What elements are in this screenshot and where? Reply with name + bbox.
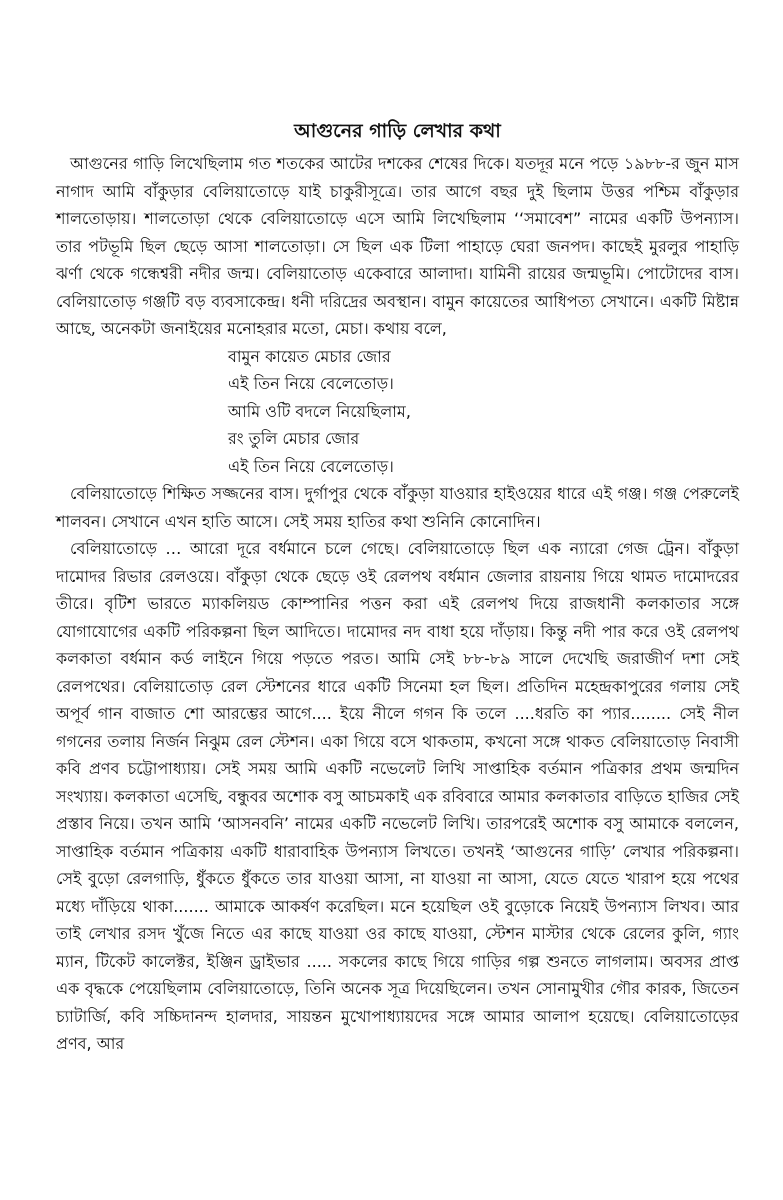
verse-line-4: রং তুলি মেচার জোর [228, 429, 360, 448]
page-title: আগুনের গাড়ি লেখার কথা [294, 120, 501, 142]
verse-block [56, 343, 739, 481]
paragraph-1: আগুনের গাড়ি লিখেছিলাম গত শতকের আটের দশকের শেষের দিকে। যতদূর মনে পড়ে ১৯৮৮-র জুন মাস নাগাদ আমি বাঁকুড়ার বেলিয়াতোড়ে যাই চাকুরীসূত্রে। তার আগে বছর দুই ছিলাম উত্তর পশ্চিম বাঁকুড়ার শালতোড়ায়। শালতোড়া থেকে বেলিয়াতোড়ে এসে আমি লিখেছিলাম ‘‘সমাবেশ” নামের একটি উপন্যাস। তার পটভূমি ছিল ছেড়ে আসা শালতোড়া। সে ছিল এক টিলা পাহাড়ে ঘেরা জনপদ। কাছেই মুরলুর পাহাড়ি ঝর্ণা থেকে গন্ধেশ্বরী নদীর জন্ম। বেলিয়াতোড় একেবারে আলাদা। যামিনী রায়ের জন্মভূমি। পোটোদের বাস। বেলিয়াতোড় গঞ্জটি বড় ব্যবসাকেন্দ্র। ধনী দরিদ্রের অবস্থান। বামুন কায়েতের আধিপত্য সেখানে। একটি মিষ্টান্ন আছে, অনেকটা জনাইয়ের মনোহরার মতো, মেচা। কথায় বলে, [56, 154, 739, 338]
verse-line-5: এই তিন নিয়ে বেলেতোড়। [228, 456, 394, 476]
paragraph-2: বেলিয়াতোড়ে শিক্ষিত সজ্জনের বাস। দুর্গাপুর থেকে বাঁকুড়া যাওয়ার হাইওয়ের ধারে এই গঞ্জ। গঞ্জ পেরুলেই শালবন। সেখানে এখন হাতি আসে। সেই সময় হাতির কথা শুনিনি কোনোদিন। [56, 484, 739, 531]
verse-line-3: আমি ওটি বদলে নিয়েছিলাম, [228, 401, 411, 421]
paragraph-3: বেলিয়াতোড়ে … আরো দূরে বর্ধমানে চলে গেছে। বেলিয়াতোড়ে ছিল এক ন্যারো গেজ ট্রেন। বাঁকুড়া দামোদর রিভার রেলওয়ে। বাঁকুড়া থেকে ছেড়ে ওই রেলপথ বর্ধমান জেলার রায়নায় গিয়ে থামত দামোদরের তীরে। বৃটিশ ভারতে ম্যাকলিয়ড কোম্পানির পত্তন করা এই রেলপথ দিয়ে রাজধানী কলকাতার সঙ্গে যোগাযোগের একটি পরিকল্পনা ছিল আদিতে। দামোদর নদ বাধা হয়ে দাঁড়ায়। কিন্তু নদী পার করে ওই রেলপথ কলকাতা বর্ধমান কর্ড লাইনে গিয়ে পড়তে পরত। আমি সেই ৮৮-৮৯ সালে দেখেছি জরাজীর্ণ দশা সেই রেলপথের। বেলিয়াতোড় রেল স্টেশনের ধারে একটি সিনেমা হল ছিল। প্রতিদিন মহেন্দ্রকাপুরের গলায় সেই অপূর্ব গান বাজাত শো আরম্ভের আগে.... ইয়ে নীলে গগন কি তলে ....ধরতি কা প্যার........ সেই নীল গগনের তলায় নির্জন নিঝুম রেল স্টেশন। একা গিয়ে বসে থাকতাম, কখনো সঙ্গে থাকত বেলিয়াতোড় নিবাসী কবি প্রণব চট্টোপাধ্যায়। সেই সময় আমি একটি নভেলেট লিখি সাপ্তাহিক বর্তমান পত্রিকার প্রথম জন্মদিন সংখ্যায়। কলকাতা এসেছি, বন্ধুবর অশোক বসু আচমকাই এক রবিবারে আমার কলকাতার বাড়িতে হাজির সেই প্রস্তাব নিয়ে। তখন আমি ‘আসনবনি’ নামের একটি নভেলেট লিখি। তারপরেই অশোক বসু আমাকে বললেন, সাপ্তাহিক বর্তমান পত্রিকায় একটি ধারাবাহিক উপন্যাস লিখতে। তখনই ‘আগুনের গাড়ি’ লেখার পরিকল্পনা। সেই বুড়ো রেলগাড়ি, ধুঁকতে ধুঁকতে তার যাওয়া আসা, না যাওয়া না আসা, যেতে যেতে খারাপ হয়ে পথের মধ্যে দাঁড়িয়ে থাকা....... আমাকে আকর্ষণ করেছিল। মনে হয়েছিল ওই বুড়োকে নিয়েই উপন্যাস লিখব। আর তাই লেখার রসদ খুঁজে নিতে এর কাছে যাওয়া ওর কাছে যাওয়া, স্টেশন মাস্টার থেকে রেলের কুলি, গ্যাং ম্যান, টিকেট কালেক্টর, ইঞ্জিন ড্রাইভার ..... সকলের কাছে গিয়ে গাড়ির গল্প শুনতে লাগলাম। অবসর প্রাপ্ত এক বৃদ্ধকে পেয়েছিলাম বেলিয়াতোড়ে, তিনি অনেক সূত্র দিয়েছিলেন। তখন সোনামুখীর গৌর কারক, জিতেন চ্যাটার্জি, কবি সচ্চিদানন্দ হালদার, সায়ন্তন মুখোপাধ্যায়দের সঙ্গে আমার আলাপ হয়েছে। বেলিয়াতোড়ের প্রণব, আর [56, 539, 739, 1053]
verse-line-1: বামুন কায়েত মেচার জোর [228, 346, 391, 366]
verse-line-2: এই তিন নিয়ে বেলেতোড়। [228, 374, 394, 393]
